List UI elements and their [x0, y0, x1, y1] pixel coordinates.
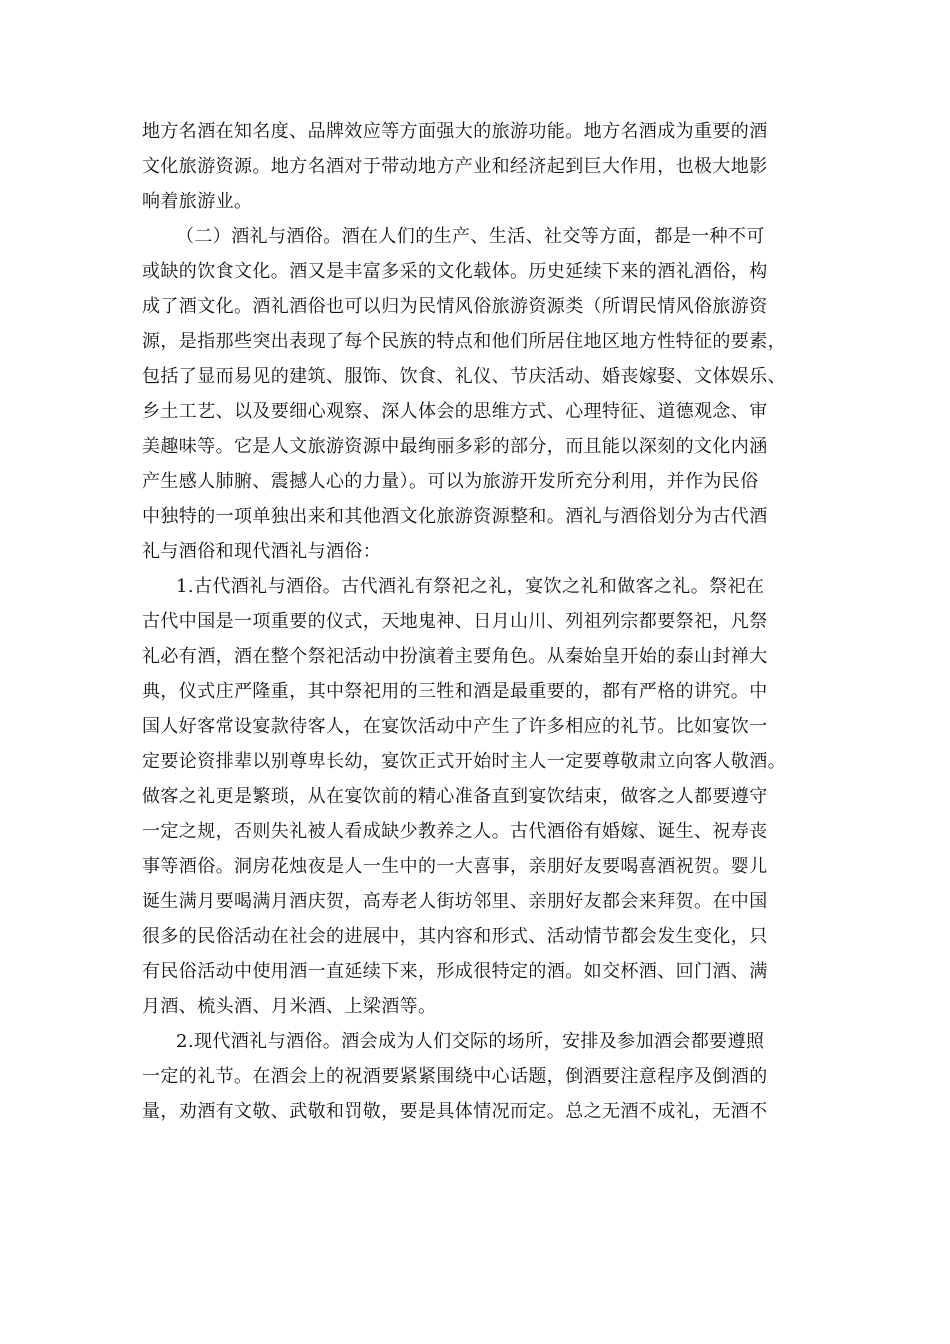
text-line: 有民俗活动中使用酒一直延续下来，形成很特定的酒。如交杯酒、回门酒、满 — [142, 961, 768, 982]
text-line: 或缺的饮食文化。酒又是丰富多采的文化载体。历史延续下来的酒礼酒俗，构 — [142, 261, 768, 282]
text-line: 礼必有酒，酒在整个祭祀活动中扮演着主要角色。从秦始皇开始的泰山封禅大 — [142, 646, 768, 667]
text-line: 典，仪式庄严隆重，其中祭祀用的三牲和酒是最重要的，都有严格的讲究。中 — [142, 681, 768, 702]
text-line: 美趣味等。它是人文旅游资源中最绚丽多彩的部分，而且能以深刻的文化内涵 — [142, 436, 768, 457]
text-line: 响着旅游业。 — [142, 191, 253, 212]
text-line: 包括了显而易见的建筑、服饰、饮食、礼仪、节庆活动、婚丧嫁娶、文体娱乐、 — [142, 366, 786, 387]
text-line: 量，劝酒有文敬、武敬和罚敬，要是具体情况而定。总之无酒不成礼，无酒不 — [142, 1101, 768, 1122]
paragraph-3 — [142, 569, 808, 1024]
text-line: 源，是指那些突出表现了每个民族的特点和他们所居住地区地方性特征的要素， — [142, 331, 786, 352]
text-line: 乡土工艺、以及要细心观察、深人体会的思维方式、心理特征、道德观念、审 — [142, 401, 768, 422]
text-line: 事等酒俗。洞房花烛夜是人一生中的一大喜事，亲朋好友要喝喜酒祝贺。婴儿 — [142, 856, 768, 877]
text-line: 中独特的一项单独出来和其他酒文化旅游资源整和。酒礼与酒俗划分为古代酒 — [142, 506, 768, 527]
text-line: 国人好客常设宴款待客人，在宴饮活动中产生了许多相应的礼节。比如宴饮一 — [142, 716, 768, 737]
document-body — [142, 114, 808, 1129]
text-line: 文化旅游资源。地方名酒对于带动地方产业和经济起到巨大作用，也极大地影 — [142, 156, 768, 177]
text-line: 定要论资排辈以别尊卑长幼，宴饮正式开始时主人一定要尊敬肃立向客人敬酒。 — [142, 751, 786, 772]
text-line: 月酒、梳头酒、月米酒、上梁酒等。 — [142, 996, 437, 1017]
text-line: 2.现代酒礼与酒俗。酒会成为人们交际的场所，安排及参加酒会都要遵照 — [176, 1031, 765, 1052]
text-line: 成了酒文化。酒礼酒俗也可以归为民情风俗旅游资源类（所谓民情风俗旅游资 — [142, 296, 768, 317]
paragraph-4 — [142, 1024, 808, 1129]
text-line: 诞生满月要喝满月酒庆贺，高寿老人街坊邻里、亲朋好友都会来拜贺。在中国 — [142, 891, 768, 912]
text-line: 产生感人肺腑、震撼人心的力量）。可以为旅游开发所充分利用，并作为民俗 — [142, 471, 759, 492]
text-line: 地方名酒在知名度、品牌效应等方面强大的旅游功能。地方名酒成为重要的酒 — [142, 121, 768, 142]
text-line: 很多的民俗活动在社会的进展中，其内容和形式、活动情节都会发生变化，只 — [142, 926, 768, 947]
text-line: 古代中国是一项重要的仪式，天地鬼神、日月山川、列祖列宗都要祭祀，凡祭 — [142, 611, 768, 632]
paragraph-2 — [142, 219, 808, 569]
text-line: （二）酒礼与酒俗。酒在人们的生产、生活、社交等方面，都是一种不可 — [176, 226, 765, 247]
text-line: 做客之礼更是繁琐，从在宴饮前的精心准备直到宴饮结束，做客之人都要遵守 — [142, 786, 768, 807]
text-line: 一定之规，否则失礼被人看成缺少教养之人。古代酒俗有婚嫁、诞生、祝寿丧 — [142, 821, 768, 842]
text-line: 礼与酒俗和现代酒礼与酒俗： — [142, 541, 382, 562]
text-line: 1.古代酒礼与酒俗。古代酒礼有祭祀之礼，宴饮之礼和做客之礼。祭祀在 — [176, 576, 765, 597]
text-line: 一定的礼节。在酒会上的祝酒要紧紧围绕中心话题，倒酒要注意程序及倒酒的 — [142, 1066, 768, 1087]
paragraph-1 — [142, 114, 808, 219]
